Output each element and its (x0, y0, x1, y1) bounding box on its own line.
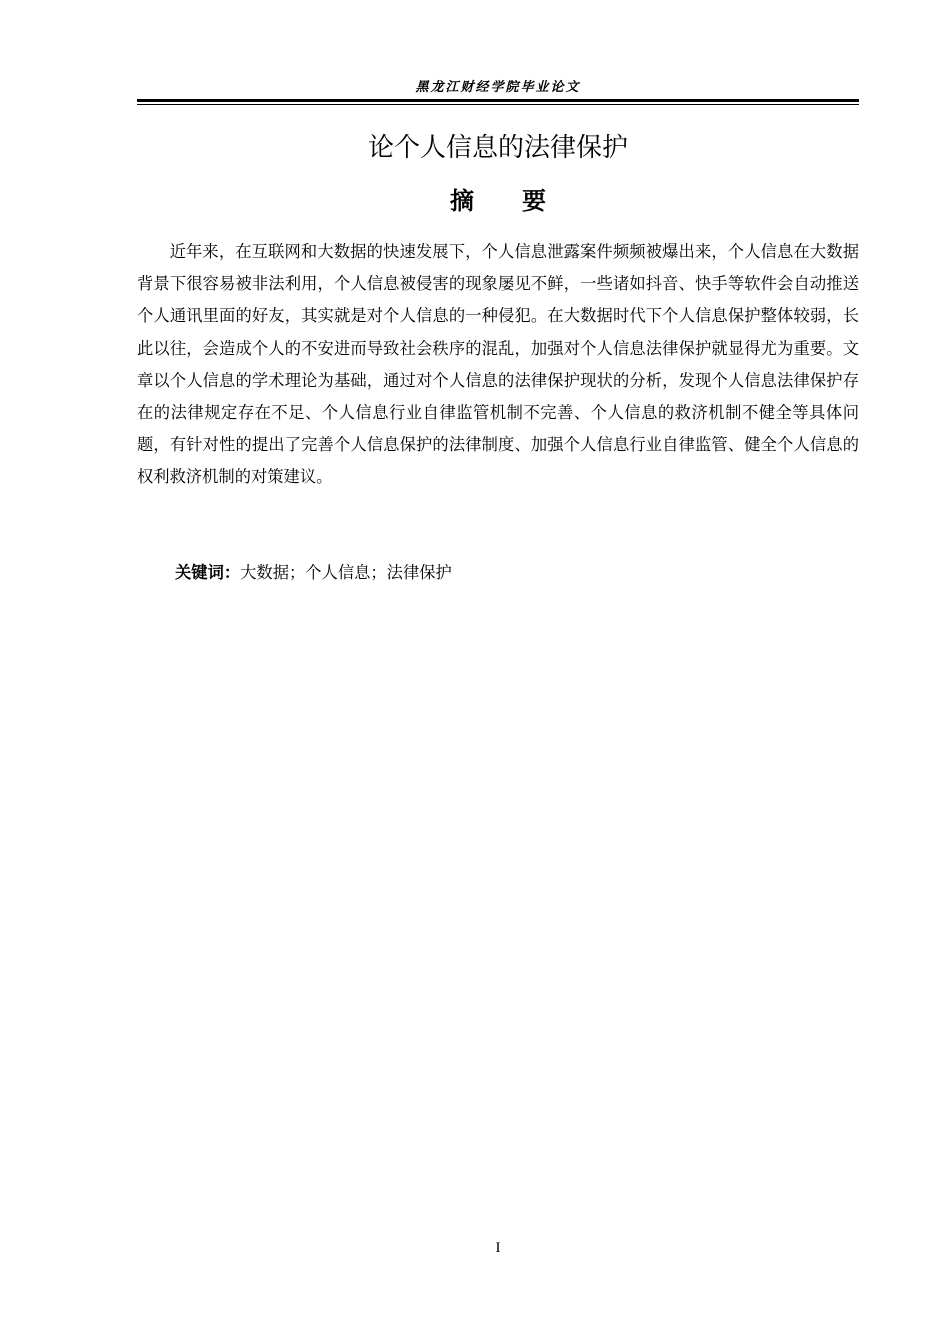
page-number: I (495, 1240, 501, 1256)
header-rule-thin (137, 104, 859, 105)
keywords-list: 大数据；个人信息；法律保护 (240, 563, 452, 582)
keywords-line (175, 557, 859, 589)
running-header: 黑龙江财经学院毕业论文 (415, 80, 581, 95)
abstract-paragraph: 近年来，在互联网和大数据的快速发展下，个人信息泄露案件频频被爆出来，个人信息在大数据背景下很容易被非法利用，个人信息被侵害的现象屡见不鲜，一些诸如抖音、快手等软件会自动推送个人通讯里面的好友，其实就是对个人信息的一种侵犯。在大数据时代下个人信息保护整体较弱，长此以往，会造成个人的不安进而导致社会秩序的混乱，加强对个人信息法律保护就显得尤为重要。文章以个人信息的学术理论为基础，通过对个人信息的法律保护现状的分析，发现个人信息法律保护存在的法律规定存在不足、个人信息行业自律监管机制不完善、个人信息的救济机制不健全等具体问题，有针对性的提出了完善个人信息保护的法律制度、加强个人信息行业自律监管、健全个人信息的权利救济机制的对策建议。 (137, 242, 859, 487)
keywords-label: 关键词： (175, 563, 241, 582)
abstract-heading-char-1: 摘 (450, 187, 474, 215)
abstract-heading-char-2: 要 (522, 187, 546, 215)
paper-title: 论个人信息的法律保护 (367, 133, 628, 163)
header-rule-thick (137, 99, 859, 102)
abstract-heading (137, 184, 859, 218)
